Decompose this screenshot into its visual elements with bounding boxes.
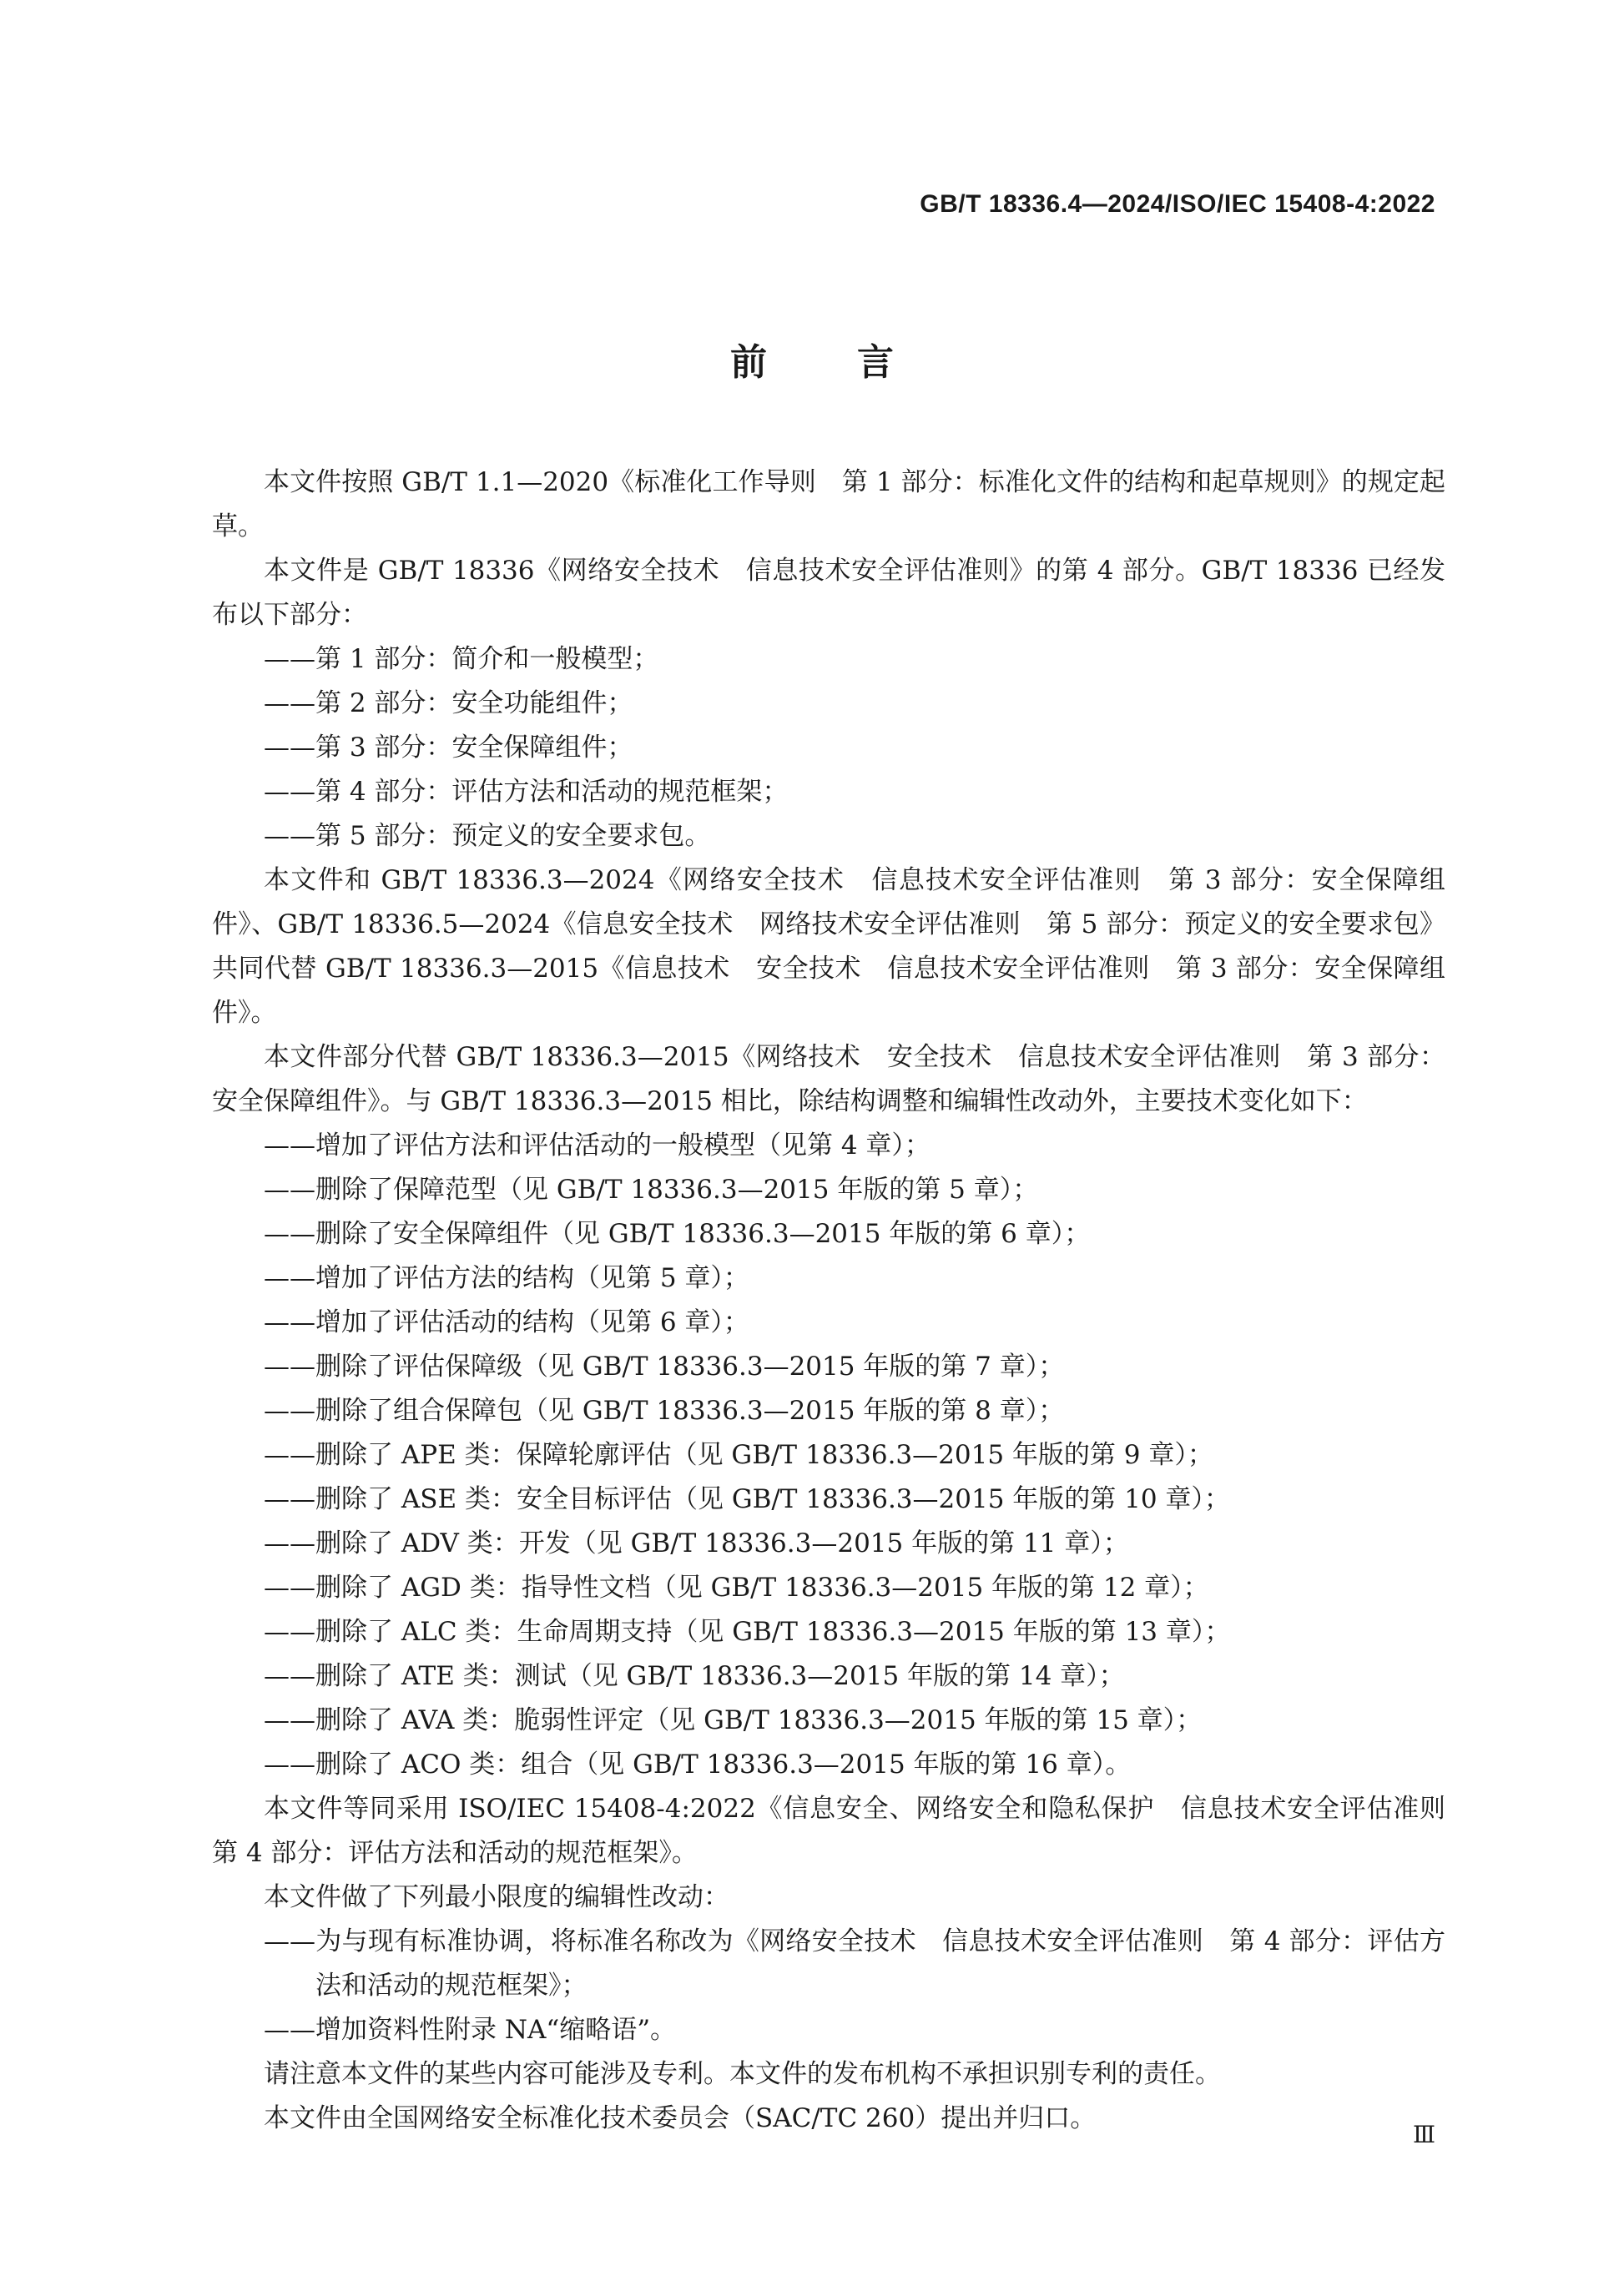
paragraph: 请注意本文件的某些内容可能涉及专利。本文件的发布机构不承担识别专利的责任。 [264,2059,1221,2089]
list-item: ——增加了评估活动的结构（见第 6 章）； [264,1307,749,1337]
list-item: ——删除了 AVA 类：脆弱性评定（见 GB/T 18336.3—2015 年版的第 15 章）； [264,1705,1203,1735]
paragraph: 本文件做了下列最小限度的编辑性改动： [264,1882,729,1912]
list-item: ——增加了评估方法和评估活动的一般模型（见第 4 章）； [264,1130,931,1161]
page-title: 前言 [730,341,984,384]
paragraph: 本文件由全国网络安全标准化技术委员会（SAC/TC 260）提出并归口。 [264,2103,1097,2133]
list-item: ——增加资料性附录 NA“缩略语”。 [264,2015,677,2045]
list-item: ——第 3 部分：安全保障组件； [264,733,633,763]
list-item: ——删除了 ASE 类：安全目标评估（见 GB/T 18336.3—2015 年版的第 10 章）； [264,1484,1230,1514]
list-item: ——第 4 部分：评估方法和活动的规范框架； [264,777,789,807]
list-item: ——为与现有标准协调，将标准名称改为《网络安全技术 信息技术安全评估准则 第 4 部分：评估方法和活动的规范框架》； [264,1926,1445,2001]
list-item: ——删除了评估保障级（见 GB/T 18336.3—2015 年版的第 7 章）； [264,1352,1065,1382]
page-number: Ⅲ [1412,2122,1435,2148]
list-item: ——第 5 部分：预定义的安全要求包。 [264,821,711,851]
foreword-body [212,461,1471,2141]
paragraph: 本文件按照 GB/T 1.1—2020《标准化工作导则 第 1 部分：标准化文件的结构和起草规则》的规定起草。 [212,467,1445,541]
list-item: ——删除了保障范型（见 GB/T 18336.3—2015 年版的第 5 章）； [264,1175,1039,1205]
list-item: ——删除了组合保障包（见 GB/T 18336.3—2015 年版的第 8 章）； [264,1396,1065,1426]
list-item: ——删除了 ALC 类：生命周期支持（见 GB/T 18336.3—2015 年版的第 13 章）； [264,1617,1231,1647]
list-item: ——删除了安全保障组件（见 GB/T 18336.3—2015 年版的第 6 章）； [264,1219,1091,1249]
list-item: ——删除了 AGD 类：指导性文档（见 GB/T 18336.3—2015 年版的第 12 章）； [264,1573,1209,1603]
paragraph: 本文件部分代替 GB/T 18336.3—2015《网络技术 安全技术 信息技术安全评估准则 第 3 部分：安全保障组件》。与 GB/T 18336.3—2015 相比，除结构调整和编辑性改动外，主要技术变化如下： [212,1042,1445,1116]
list-item: ——删除了 APE 类：保障轮廓评估（见 GB/T 18336.3—2015 年版的第 9 章）； [264,1440,1213,1470]
list-item: ——删除了 ADV 类：开发（见 GB/T 18336.3—2015 年版的第 11 章）； [264,1528,1129,1558]
list-item: ——第 1 部分：简介和一般模型； [264,644,659,674]
paragraph: 本文件和 GB/T 18336.3—2024《网络安全技术 信息技术安全评估准则 第 3 部分：安全保障组件》、GB/T 18336.5—2024《信息安全技术 网络技术安全评估准则 第 5 部分：预定义的安全要求包》共同代替 GB/T 18336.3—2015《信息技术 安全技术 信息技术安全评估准则 第 3 部分：安全保障组件》。 [212,865,1445,1028]
paragraph: 本文件等同采用 ISO/IEC 15408-4:2022《信息安全、网络安全和隐私保护 信息技术安全评估准则 第 4 部分：评估方法和活动的规范框架》。 [212,1794,1471,1868]
list-item: ——删除了 ACO 类：组合（见 GB/T 18336.3—2015 年版的第 16 章）。 [264,1750,1132,1780]
list-item: ——第 2 部分：安全功能组件； [264,688,633,718]
standard-code-header: GB/T 18336.4—2024/ISO/IEC 15408-4:2022 [920,190,1435,218]
paragraph: 本文件是 GB/T 18336《网络安全技术 信息技术安全评估准则》的第 4 部分。GB/T 18336 已经发布以下部分： [212,556,1446,630]
list-item: ——增加了评估方法的结构（见第 5 章）； [264,1263,749,1293]
list-item: ——删除了 ATE 类：测试（见 GB/T 18336.3—2015 年版的第 14 章）； [264,1661,1125,1691]
